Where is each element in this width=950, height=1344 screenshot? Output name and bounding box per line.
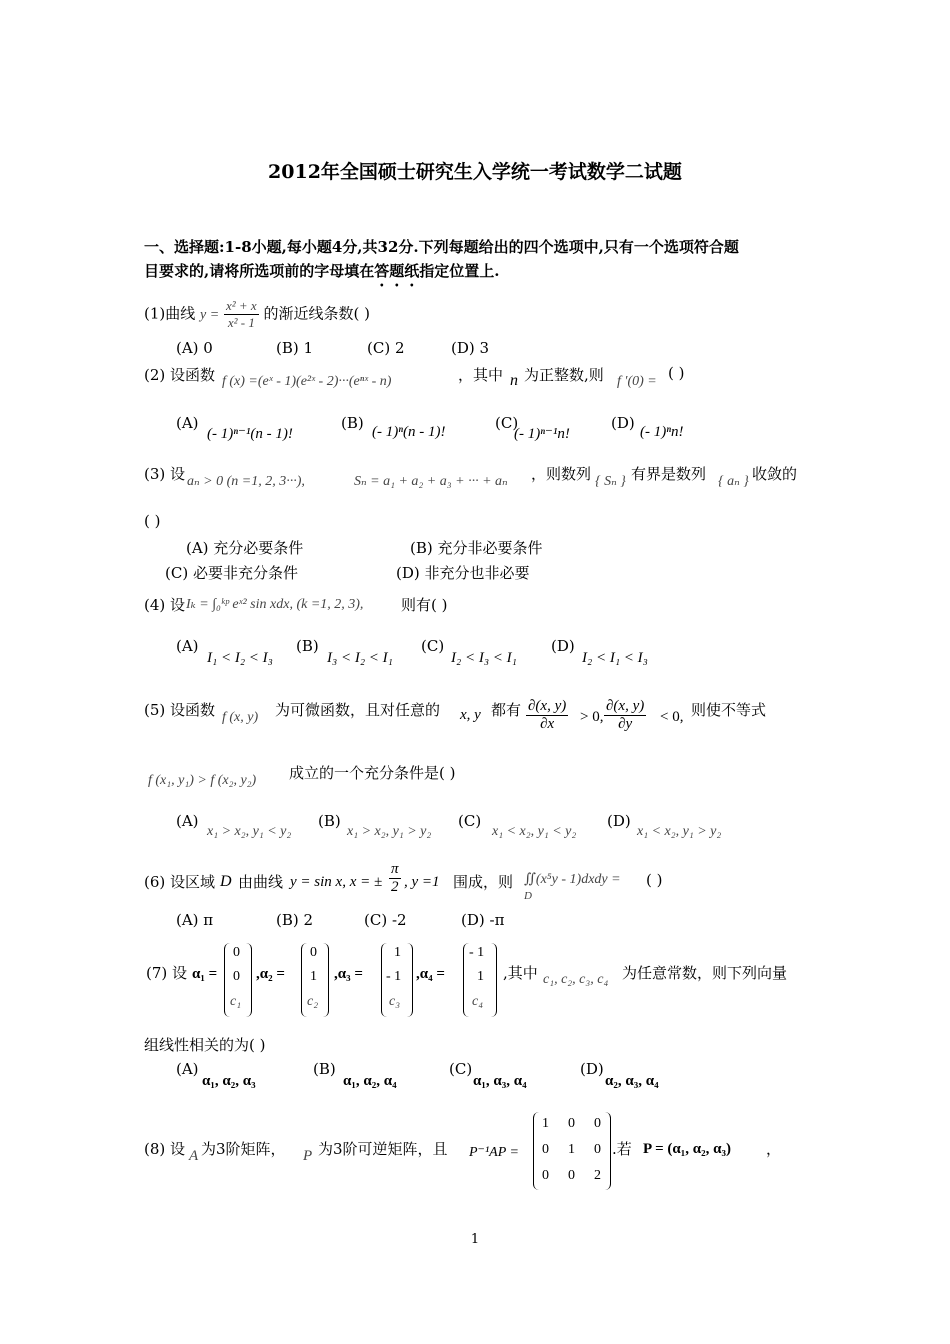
q2-suffix: ( ): [668, 364, 685, 382]
q7-m3-r3: c₃: [389, 994, 401, 1009]
q7-m1-r1: 0: [233, 945, 240, 960]
heading-text-a: 目要求的,请将所选项前的字母填在: [144, 262, 375, 280]
q5-lt: < 0,: [660, 709, 684, 725]
q7-m2-r3: c₂: [307, 994, 319, 1009]
q7-m4-r1: - 1: [469, 945, 485, 960]
q5-option-b-value: x₁ > x₂, y₁ > y₂: [347, 824, 432, 839]
q5-inequality: f (x₁, y₁) > f (x₂, y₂): [148, 773, 257, 788]
q1-prefix: (1)曲线: [144, 304, 196, 323]
q2-option-c-value: (- 1)ⁿ⁻¹n!: [514, 426, 570, 442]
q7-prefix: (7) 设: [146, 964, 188, 982]
q7-m3-r2: - 1: [386, 969, 402, 984]
heading-text-dotted: 答题纸: [374, 262, 420, 280]
q6-suffix: ( ): [646, 871, 663, 889]
q5-option-a-value: x₁ > x₂, y₁ < y₂: [207, 824, 292, 839]
q3-option-b: (B) 充分非必要条件: [410, 539, 543, 557]
q7-option-a-label: (A): [176, 1060, 199, 1078]
q5-option-b-label: (B): [318, 812, 341, 830]
q7-option-b-value: α₁, α₂, α₄: [343, 1073, 397, 1089]
q7-option-d-value: α₂, α₃, α₄: [605, 1073, 659, 1089]
q8-suffix: ，: [766, 1140, 782, 1158]
q8-A: A: [189, 1148, 199, 1164]
q7-m1-r3: c₁: [230, 994, 242, 1009]
section-heading-line1: 一、选择题:1-8小题,每小题4分,共32分.下列每题给出的四个选项中,只有一个选项符合题: [144, 238, 739, 256]
q2-n: n: [510, 372, 518, 389]
q5-prefix: (5) 设函数: [144, 701, 216, 719]
q5-function: f (x, y): [222, 710, 259, 725]
q7-option-d-label: (D): [580, 1060, 604, 1078]
q1-numerator: x² + x: [225, 298, 257, 313]
q4-option-c-value: I₂ < I₃ < I₁: [451, 650, 517, 666]
q5-mid: 为可微函数，且对任意的: [275, 701, 441, 719]
q4-option-a-value: I₁ < I₂ < I₃: [207, 650, 273, 666]
q6-option-c: (C) -2: [364, 911, 407, 929]
q5-option-c-value: x₁ < x₂, y₁ < y₂: [492, 824, 577, 839]
q4-option-b-label: (B): [296, 637, 319, 655]
q2-prefix: (2) 设函数: [144, 366, 216, 384]
q3-seq-s: { Sₙ }: [595, 474, 626, 489]
q8-P: P: [303, 1148, 313, 1164]
q1-option-a: (A) 0: [176, 339, 213, 357]
q5-mid2: 都有: [491, 701, 522, 719]
q7-constants: c₁, c₂, c₃, c₄: [543, 972, 609, 987]
q8-eq: P⁻¹AP =: [469, 1145, 519, 1160]
q1-option-d: (D) 3: [451, 339, 490, 357]
q8-P-eq: P = (α₁, α₂, α₃): [643, 1141, 731, 1157]
q5-partial-y-den: ∂y: [618, 716, 633, 732]
heading-text-b: 指定位置上.: [419, 262, 500, 280]
q3-option-a: (A) 充分必要条件: [186, 539, 304, 557]
page-number: 1: [470, 1232, 480, 1247]
q8-mid3: .若: [612, 1140, 632, 1158]
q6-option-b: (B) 2: [276, 911, 314, 929]
q6-option-d: (D) -π: [461, 911, 505, 929]
q5-partial-x-num: ∂(x, y): [528, 698, 567, 714]
q3-option-c: (C) 必要非充分条件: [165, 564, 298, 582]
q6-mid: 由曲线: [238, 873, 284, 891]
q4-option-b-value: I₃ < I₂ < I₁: [327, 650, 393, 666]
q6-option-a: (A) π: [176, 911, 214, 929]
q2-option-d-label: (D): [611, 414, 635, 432]
q5-gt: > 0,: [580, 709, 604, 725]
q4-suffix: 则有( ): [401, 596, 448, 614]
q7-line2: 组线性相关的为( ): [144, 1036, 266, 1054]
q4-option-c-label: (C): [421, 637, 445, 655]
q2-option-d-value: (- 1)ⁿn!: [640, 424, 684, 440]
q3-suffix: 收敛的: [752, 465, 798, 483]
q7-m2-r1: 0: [310, 945, 317, 960]
q7-matrix-1: [224, 943, 252, 1017]
q3-seq-a: { aₙ }: [718, 474, 749, 489]
q5-line2: 成立的一个充分条件是( ): [289, 764, 456, 782]
q6-sub-D: D: [524, 890, 532, 902]
q2-mid2: 为正整数,则: [524, 366, 604, 384]
q5-option-c-label: (C): [458, 812, 482, 830]
q5-suffix: 则使不等式: [691, 701, 767, 719]
q2-derivative: f ′(0) =: [617, 374, 657, 389]
q7-option-a-value: α₁, α₂, α₃: [202, 1073, 256, 1089]
q7-m1-r2: 0: [233, 969, 240, 984]
q7-alpha2: ,α₂ =: [256, 966, 285, 982]
q6-curve: y = sin x, x = ±: [290, 874, 383, 890]
q5-partial-y: [604, 698, 646, 733]
q8-m-22: 1: [568, 1142, 575, 1157]
q7-matrix-2: [301, 943, 329, 1017]
q6-pi-frac: [389, 861, 401, 896]
q2-mid: ，其中: [458, 366, 504, 384]
q4-prefix: (4) 设: [144, 596, 186, 614]
section-heading-line2: [144, 260, 499, 290]
q8-m-21: 0: [542, 1142, 549, 1157]
q7-matrix-4: [463, 943, 497, 1017]
q1-fraction: [224, 298, 259, 331]
q7-alpha1: α₁ =: [192, 966, 218, 982]
q7-m2-r2: 1: [310, 969, 317, 984]
q6-pi-frac-wrap: [389, 861, 401, 896]
q8-m-11: 1: [542, 1116, 549, 1131]
q3-option-d: (D) 非充分也非必要: [396, 564, 530, 582]
q4-option-a-label: (A): [176, 637, 199, 655]
q1-option-b: (B) 1: [276, 339, 314, 357]
q7-alpha3: ,α₃ =: [334, 966, 363, 982]
q7-option-b-label: (B): [313, 1060, 336, 1078]
q8-m-33: 2: [594, 1168, 601, 1183]
q8-m-32: 0: [568, 1168, 575, 1183]
q5-option-d-label: (D): [607, 812, 631, 830]
q1-option-c: (C) 2: [367, 339, 405, 357]
q6-pi-den: 2: [391, 879, 399, 895]
q5-partial-x: [526, 698, 568, 733]
q7-matrix-3: [381, 943, 413, 1017]
q7-alpha4: ,α₄ =: [416, 966, 445, 982]
q3-mid: ，则数列: [531, 465, 592, 483]
q6-curve2: , y =1: [404, 874, 440, 890]
q8-prefix: (8) 设: [144, 1140, 186, 1158]
q7-m4-r2: 1: [477, 969, 484, 984]
q5-option-d-value: x₁ < x₂, y₁ > y₂: [637, 824, 722, 839]
q5-vars: x, y: [460, 707, 481, 723]
q6-prefix: (6) 设区域: [144, 873, 216, 891]
q3-paren: ( ): [144, 512, 161, 530]
q3-prefix: (3) 设: [144, 465, 186, 483]
q4-integral: Iₖ = ∫₀ᵏᵖ eˣ² sin xdx, (k =1, 2, 3),: [186, 597, 364, 612]
q1-suffix: 的渐近线条数( ): [263, 304, 370, 323]
q1-denominator: x² - 1: [227, 315, 255, 330]
q8-mid: 为3阶矩阵，: [201, 1140, 286, 1158]
q8-m-23: 0: [594, 1142, 601, 1157]
q3-sum: Sₙ = a₁ + a₂ + a₃ + ··· + aₙ: [354, 474, 508, 489]
page-title: 2012年全国硕士研究生入学统一考试数学二试题: [268, 161, 682, 183]
q5-partial-y-num: ∂(x, y): [606, 698, 645, 714]
q6-D: D: [220, 873, 232, 890]
q5-partial-y-frac: [604, 698, 646, 733]
q5-partial-x-frac: [526, 698, 568, 733]
q4-option-d-label: (D): [551, 637, 575, 655]
q2-function: f (x) =(eˣ - 1)(e²ˣ - 2)···(eⁿˣ - n): [222, 374, 392, 389]
q2-option-a-value: (- 1)ⁿ⁻¹(n - 1)!: [207, 426, 293, 442]
q6-pi-num: π: [391, 861, 399, 877]
q7-option-c-value: α₁, α₃, α₄: [473, 1073, 527, 1089]
q2-option-b-label: (B): [341, 414, 364, 432]
q8-m-31: 0: [542, 1168, 549, 1183]
q5-partial-x-den: ∂x: [540, 716, 555, 732]
q3-mid2: 有界是数列: [631, 465, 707, 483]
q5-option-a-label: (A): [176, 812, 199, 830]
q2-option-c-label: (C): [495, 414, 519, 432]
q2-option-a-label: (A): [176, 414, 199, 432]
q7-m3-r1: 1: [394, 945, 401, 960]
q8-m-12: 0: [568, 1116, 575, 1131]
q6-integral: ∬(x⁵y - 1)dxdy =: [524, 872, 621, 887]
question-1: [144, 298, 370, 331]
q1-y: y =: [200, 307, 220, 323]
q7-suffix: 为任意常数，则下列向量: [622, 964, 788, 982]
q7-option-c-label: (C): [449, 1060, 473, 1078]
q2-option-b-value: (- 1)ⁿ(n - 1)!: [372, 424, 446, 440]
q3-condition: aₙ > 0 (n =1, 2, 3···),: [187, 474, 305, 489]
q8-m-13: 0: [594, 1116, 601, 1131]
q8-mid2: 为3阶可逆矩阵，且: [318, 1140, 448, 1158]
q6-mid2: 围成，则: [453, 873, 514, 891]
q4-option-d-value: I₂ < I₁ < I₃: [582, 650, 648, 666]
q8-matrix: [533, 1112, 611, 1190]
q7-mid: ,其中: [503, 964, 538, 982]
q7-m4-r3: c₄: [472, 994, 484, 1009]
